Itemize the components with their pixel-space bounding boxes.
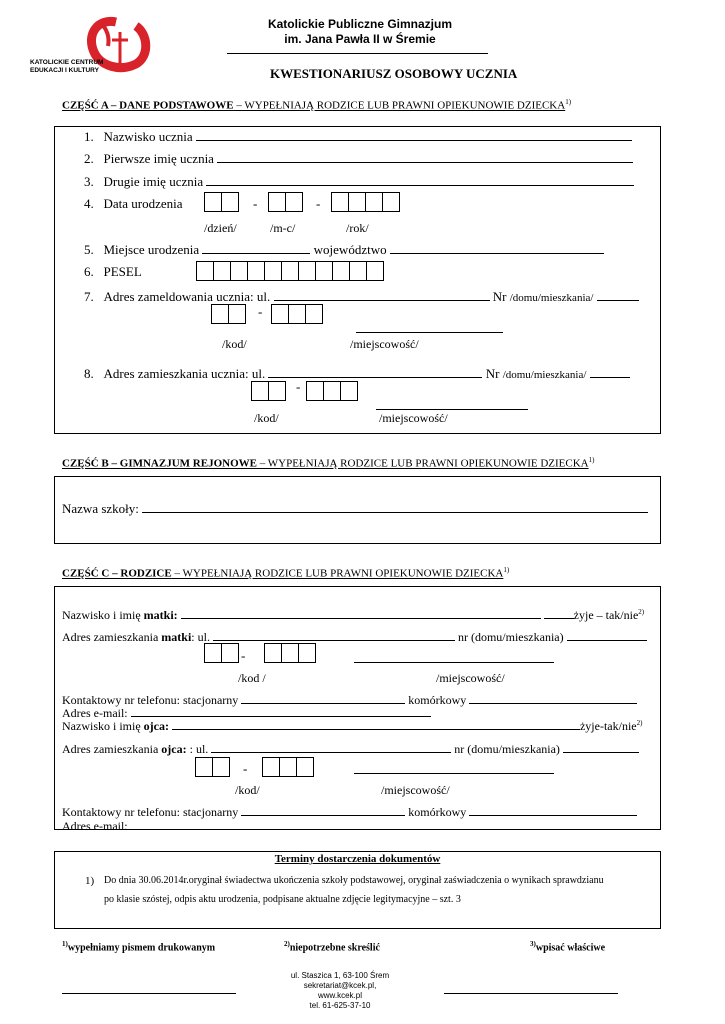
terms-line2: po klasie szóstej, odpis aktu urodzenia, podpisane aktualne zdjęcie legitymacyjne – szt. 3 [104, 894, 461, 905]
terms-line1: Do dnia 30.06.2014r.oryginał świadectwa ukończenia szkoły podstawowej, oryginał zaświadczenia o wynikach sprawdzianu [104, 875, 604, 886]
field-matka-nazwisko[interactable]: Nazwisko i imię matki: żyje – tak/nie$^{2)}$ [62, 608, 645, 622]
label-dzien: /dzień/ [204, 221, 237, 235]
label-miejscowosc: /miejscowość/ [350, 337, 419, 351]
dash: - [316, 196, 321, 211]
page-title: KWESTIONARIUSZ OSOBOWY UCZNIA [270, 66, 518, 81]
dash: - [253, 196, 258, 211]
matka-miejscowosc-line[interactable] [354, 662, 554, 663]
dash: - [258, 304, 263, 319]
zam-miejscowosc-line[interactable] [356, 332, 503, 333]
field-ojciec-adres[interactable]: Adres zamieszkania ojca: : ul. nr (domu/mieszkania) [62, 740, 639, 757]
field-adres-zameldowania[interactable]: 7. Adres zameldowania ucznia: ul. Nr /domu/mieszkania/ [84, 288, 639, 305]
terms-heading: Terminy dostarczenia dokumentów [274, 853, 441, 865]
field-ojciec-email[interactable]: Adres e-mail: [62, 817, 437, 834]
dash: - [243, 761, 248, 776]
zamieszk-miejscowosc-line[interactable] [376, 409, 528, 410]
footnote-3: $^{3)}$wpisać właściwe [530, 940, 606, 954]
label-kod: /kod/ [222, 337, 247, 351]
part-c-heading: CZĘŚĆ C – RODZICE – WYPEŁNIAJĄ RODZICE LUB PRAWNI OPIEKUNOWIE DZIECKA$^{1)}$ [62, 566, 510, 580]
dash: - [241, 648, 246, 663]
zamieszk-kod1-cells[interactable] [251, 381, 286, 401]
birth-month-cells[interactable] [268, 192, 303, 212]
header-divider [227, 53, 488, 54]
label-mc: /m-c/ [270, 221, 296, 235]
birth-year-cells[interactable] [331, 192, 400, 212]
label-miejscowosc: /miejscowość/ [381, 783, 450, 797]
zamieszk-kod2-cells[interactable] [306, 381, 358, 401]
matka-kod2-cells[interactable] [264, 643, 316, 663]
dash: - [296, 379, 301, 394]
footnote-2: $^{2)}$niepotrzebne skreślić [284, 940, 380, 954]
field-imie1[interactable]: 2. Pierwsze imię ucznia [84, 150, 633, 167]
part-b-heading: CZĘŚĆ B – GIMNAZJUM REJONOWE – WYPEŁNIAJĄ RODZICE LUB PRAWNI OPIEKUNOWIE DZIECKA$^{1)}$ [62, 456, 595, 470]
field-matka-email[interactable]: Adres e-mail: [62, 704, 431, 721]
ojciec-kod2-cells[interactable] [262, 757, 314, 777]
label-kod: /kod/ [235, 783, 260, 797]
footer-line-right [444, 993, 618, 994]
zam-kod2-cells[interactable] [271, 304, 323, 324]
pesel-cells[interactable] [196, 261, 384, 281]
field-pesel-label: 6. PESEL [84, 264, 142, 279]
label-rok: /rok/ [346, 221, 369, 235]
terms-num: 1) [85, 875, 95, 887]
label-miejscowosc: /miejscowość/ [379, 411, 448, 425]
birth-day-cells[interactable] [204, 192, 239, 212]
field-nazwisko[interactable]: 1. Nazwisko ucznia [84, 128, 632, 145]
field-ojciec-telefon[interactable]: Kontaktowy nr telefonu: stacjonarny komórkowy [62, 803, 637, 820]
label-kod: /kod/ [254, 411, 279, 425]
org-name: Katolickie Publiczne Gimnazjum im. Jana Pawła II w Śremie [267, 17, 453, 46]
matka-kod1-cells[interactable] [204, 643, 239, 663]
part-a-heading: CZĘŚĆ A – DANE PODSTAWOWE – WYPEŁNIAJĄ RODZICE LUB PRAWNI OPIEKUNOWIE DZIECKA$^{1)}$ [62, 98, 572, 112]
label-kod: /kod / [238, 671, 266, 685]
field-ojciec-nazwisko[interactable]: Nazwisko i imię ojca: żyje-tak/nie$^{2)}$ [62, 719, 643, 733]
footnote-1: $^{1)}$wypełniamy pismem drukowanym [62, 940, 216, 954]
field-nazwa-szkoly[interactable]: Nazwa szkoły: [62, 500, 648, 517]
field-adres-zamieszkania[interactable]: 8. Adres zamieszkania ucznia: ul. Nr /domu/mieszkania/ [84, 365, 630, 382]
field-data-urodzenia-label: 4. Data urodzenia [84, 196, 183, 211]
field-matka-adres[interactable]: Adres zamieszkania matki: ul. nr (domu/mieszkania) [62, 628, 647, 645]
label-miejscowosc: /miejscowość/ [436, 671, 505, 685]
zam-kod1-cells[interactable] [211, 304, 246, 324]
field-imie2[interactable]: 3. Drugie imię ucznia [84, 173, 634, 190]
ojciec-miejscowosc-line[interactable] [354, 773, 554, 774]
field-miejsce-urodzenia[interactable]: 5. Miejsce urodzenia województwo [84, 241, 604, 258]
logo-text: KATOLICKIE CENTRUM EDUKACJI I KULTURY [30, 59, 104, 74]
field-matka-telefon[interactable]: Kontaktowy nr telefonu: stacjonarny komórkowy [62, 691, 637, 708]
ojciec-kod1-cells[interactable] [195, 757, 230, 777]
footer-line-left [62, 993, 236, 994]
footer-address: ul. Staszica 1, 63-100 Śrem sekretariat@kcek.pl, www.kcek.pl tel. 61-625-37-10 [290, 971, 390, 1010]
